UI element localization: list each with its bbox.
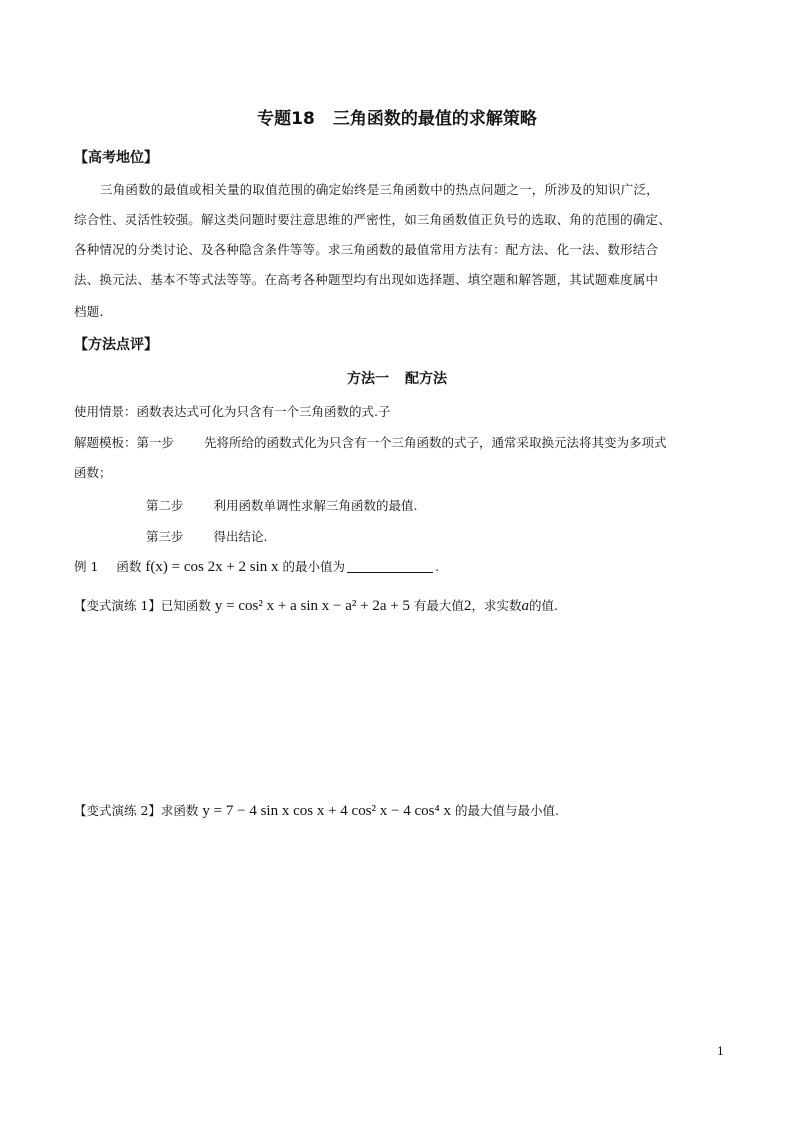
example-label: 例 1 — [74, 559, 99, 574]
example-suffix: 的最小值为 — [282, 559, 346, 574]
step2-label: 第二步 — [146, 498, 184, 513]
exercise1-var: a — [521, 598, 529, 614]
exercise-1 — [74, 596, 558, 615]
exercise2-formula: y = 7 − 4 sin x cos x + 4 cos² x − 4 cos⁴ x — [202, 803, 451, 819]
example-formula: f(x) = cos 2x + 2 sin x — [145, 559, 279, 575]
example-prefix: 函数 — [116, 559, 142, 574]
step1-continuation: 函数； — [74, 465, 112, 480]
exercise1-mid2: ，求实数 — [471, 598, 522, 613]
template-step1 — [74, 433, 667, 451]
section-heading-gaokao: 【高考地位】 — [74, 150, 158, 166]
example-1 — [74, 557, 439, 576]
section-heading-method: 【方法点评】 — [74, 337, 158, 353]
template-label: 解题模板：第一步 — [74, 435, 175, 450]
answer-blank — [347, 559, 433, 573]
step3-text: 得出结论. — [213, 529, 268, 544]
template-step2 — [146, 496, 417, 514]
paragraph-line: 法、换元法、基本不等式法等等。在高考各种题型均有出现如选择题、填空题和解答题，其试题难度属中 — [74, 272, 659, 287]
step3-label: 第三步 — [146, 529, 184, 544]
template-step3 — [146, 527, 267, 545]
exercise2-label: 【变式演练 2】求函数 — [74, 803, 199, 818]
exercise1-mid: 有最大值 — [413, 598, 464, 613]
title-prefix: 专题18 — [257, 109, 315, 129]
example-end: . — [435, 559, 440, 574]
paragraph-line: 各种情况的分类讨论、及各种隐含条件等等。求三角函数的最值常用方法有：配方法、化一法、数形结合 — [74, 242, 659, 257]
exercise1-formula: y = cos² x + a sin x − a² + 2a + 5 — [214, 598, 410, 614]
exercise1-end: 的值. — [528, 598, 558, 613]
method-name: 配方法 — [405, 371, 447, 387]
paragraph-line: 档题. — [74, 304, 104, 319]
method-title — [0, 368, 794, 388]
exercise1-max-value: 2 — [463, 598, 472, 614]
step1-text: 先将所给的函数式化为只含有一个三角函数的式子，通常采取换元法将其变为多项式 — [203, 435, 667, 450]
exercise2-end: 的最大值与最小值. — [454, 803, 559, 818]
method-number: 方法一 — [347, 371, 389, 387]
page-number: 1 — [717, 1045, 724, 1058]
page-title — [0, 104, 794, 129]
paragraph-line: 三角函数的最值或相关量的取值范围的确定始终是三角函数中的热点问题之一，所涉及的知识广泛， — [100, 182, 659, 197]
step2-text: 利用函数单调性求解三角函数的最值. — [213, 498, 418, 513]
usage-line: 使用情景：函数表达式可化为只含有一个三角函数的式.子 — [74, 404, 391, 419]
paragraph-line: 综合性、灵活性较强。解这类问题时要注意思维的严密性，如三角函数值正负号的选取、角的范围的确定、 — [74, 212, 671, 227]
title-text: 三角函数的最值的求解策略 — [332, 109, 537, 129]
exercise1-label: 【变式演练 1】已知函数 — [74, 598, 211, 613]
exercise-2 — [74, 801, 559, 820]
